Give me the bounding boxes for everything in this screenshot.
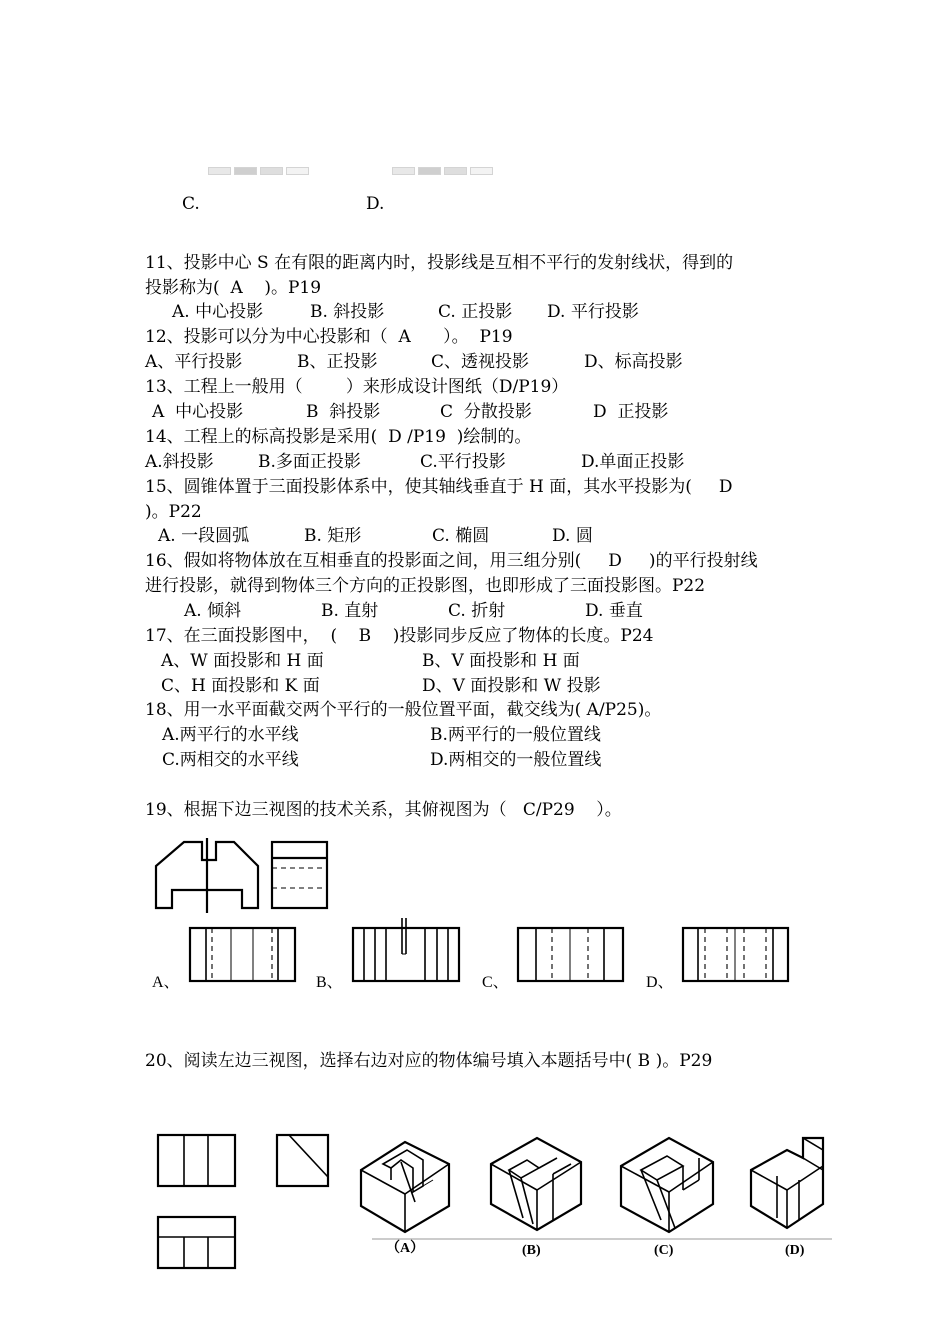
q15-option-d: D. 圆 — [552, 526, 593, 546]
q13-option-c: C 分散投影 — [440, 402, 532, 422]
q14-text-line-1: 14、工程上的标高投影是采用( D /P19 )绘制的。 — [145, 427, 532, 447]
q15-text-line-1: 15、圆锥体置于三面投影体系中，使其轴线垂直于 H 面，其水平投影为( D — [145, 477, 733, 497]
q12-option-b: B、正投影 — [297, 352, 378, 372]
q20-option-b-label: (B) — [522, 1243, 541, 1258]
q14-option-c: C.平行投影 — [420, 452, 506, 472]
q16-text-line-1: 16、假如将物体放在互相垂直的投影面之间，用三组分别( D )的平行投射线 — [145, 551, 758, 571]
top-option-c: C. — [182, 194, 200, 214]
q18-option-c: C.两相交的水平线 — [162, 750, 299, 770]
q11-option-b: B. 斜投影 — [310, 302, 385, 322]
q11-text-line-1: 11、投影中心 S 在有限的距离内时，投影线是互相不平行的发射线状，得到的 — [145, 253, 734, 273]
q15-text-line-2: )。P22 — [145, 502, 202, 522]
q12-option-c: C、透视投影 — [431, 352, 530, 372]
q19-option-c-label: C、 — [482, 974, 509, 991]
q15-option-c: C. 椭圆 — [432, 526, 490, 546]
q17-option-c: C、H 面投影和 K 面 — [161, 676, 320, 696]
q20-text-line-1: 20、阅读左边三视图，选择右边对应的物体编号填入本题括号中( B )。P29 — [145, 1051, 713, 1071]
q18-option-a: A.两平行的水平线 — [162, 725, 299, 745]
q19-option-b-diagram — [351, 918, 461, 984]
q19-option-a-label: A、 — [152, 974, 180, 991]
q20-option-d-object — [747, 1134, 833, 1234]
q19-front-view — [150, 838, 265, 914]
q20-side-view — [275, 1133, 331, 1189]
q15-option-b: B. 矩形 — [304, 526, 362, 546]
q12-option-d: D、标高投影 — [584, 352, 683, 372]
q18-text-line-1: 18、用一水平面截交两个平行的一般位置平面，截交线为( A/P25)。 — [145, 700, 662, 720]
q13-option-b: B 斜投影 — [306, 402, 381, 422]
q13-option-a: A 中心投影 — [152, 402, 244, 422]
q14-option-d: D.单面正投影 — [581, 452, 685, 472]
q15-option-a: A. 一段圆弧 — [158, 526, 250, 546]
q20-top-view — [156, 1215, 238, 1271]
top-option-d: D. — [366, 194, 385, 214]
q20-option-a-object — [357, 1134, 457, 1234]
q20-option-d-label: (D) — [785, 1243, 805, 1258]
q17-option-d: D、V 面投影和 W 投影 — [422, 676, 601, 696]
q20-front-view — [156, 1133, 238, 1189]
q16-option-b: B. 直射 — [321, 601, 379, 621]
q20-option-b-object — [487, 1134, 587, 1234]
q16-option-a: A. 倾斜 — [184, 601, 242, 621]
q14-option-a: A.斜投影 — [145, 452, 214, 472]
image-fragment-strip-d — [392, 167, 493, 175]
image-fragment-strip-c — [208, 167, 309, 175]
q12-text-line-1: 12、投影可以分为中心投影和（ A ）。 P19 — [145, 327, 513, 347]
q13-option-d: D 正投影 — [593, 402, 669, 422]
q13-text-line-1: 13、工程上一般用（ ）来形成设计图纸（D/P19） — [145, 377, 569, 397]
q18-option-b: B.两平行的一般位置线 — [430, 725, 601, 745]
q19-option-a-diagram — [188, 926, 298, 984]
q20-option-a-label: （A） — [386, 1241, 425, 1256]
q12-option-a: A、平行投影 — [145, 352, 243, 372]
q14-option-b: B.多面正投影 — [258, 452, 361, 472]
q20-option-c-object — [617, 1134, 717, 1234]
q19-option-d-diagram — [681, 926, 791, 984]
q17-option-b: B、V 面投影和 H 面 — [422, 651, 580, 671]
q16-option-c: C. 折射 — [448, 601, 506, 621]
q16-option-d: D. 垂直 — [585, 601, 643, 621]
q19-option-b-label: B、 — [316, 974, 343, 991]
q19-side-view — [270, 838, 332, 914]
q20-caption-baseline — [372, 1238, 832, 1242]
q17-text-line-1: 17、在三面投影图中， ( B )投影同步反应了物体的长度。P24 — [145, 626, 654, 646]
q16-text-line-2: 进行投影，就得到物体三个方向的正投影图，也即形成了三面投影图。P22 — [145, 576, 706, 596]
q11-text-line-2: 投影称为( A )。P19 — [145, 278, 322, 298]
q11-option-c: C. 正投影 — [438, 302, 513, 322]
q19-option-d-label: D、 — [646, 974, 674, 991]
q19-text-line-1: 19、根据下边三视图的技术关系，其俯视图为（ C/P29 ）。 — [145, 800, 622, 820]
q19-option-c-diagram — [516, 926, 626, 984]
q11-option-d: D. 平行投影 — [547, 302, 639, 322]
q11-option-a: A. 中心投影 — [172, 302, 264, 322]
q20-option-c-label: (C) — [654, 1243, 674, 1258]
q17-option-a: A、W 面投影和 H 面 — [161, 651, 324, 671]
q18-option-d: D.两相交的一般位置线 — [430, 750, 602, 770]
